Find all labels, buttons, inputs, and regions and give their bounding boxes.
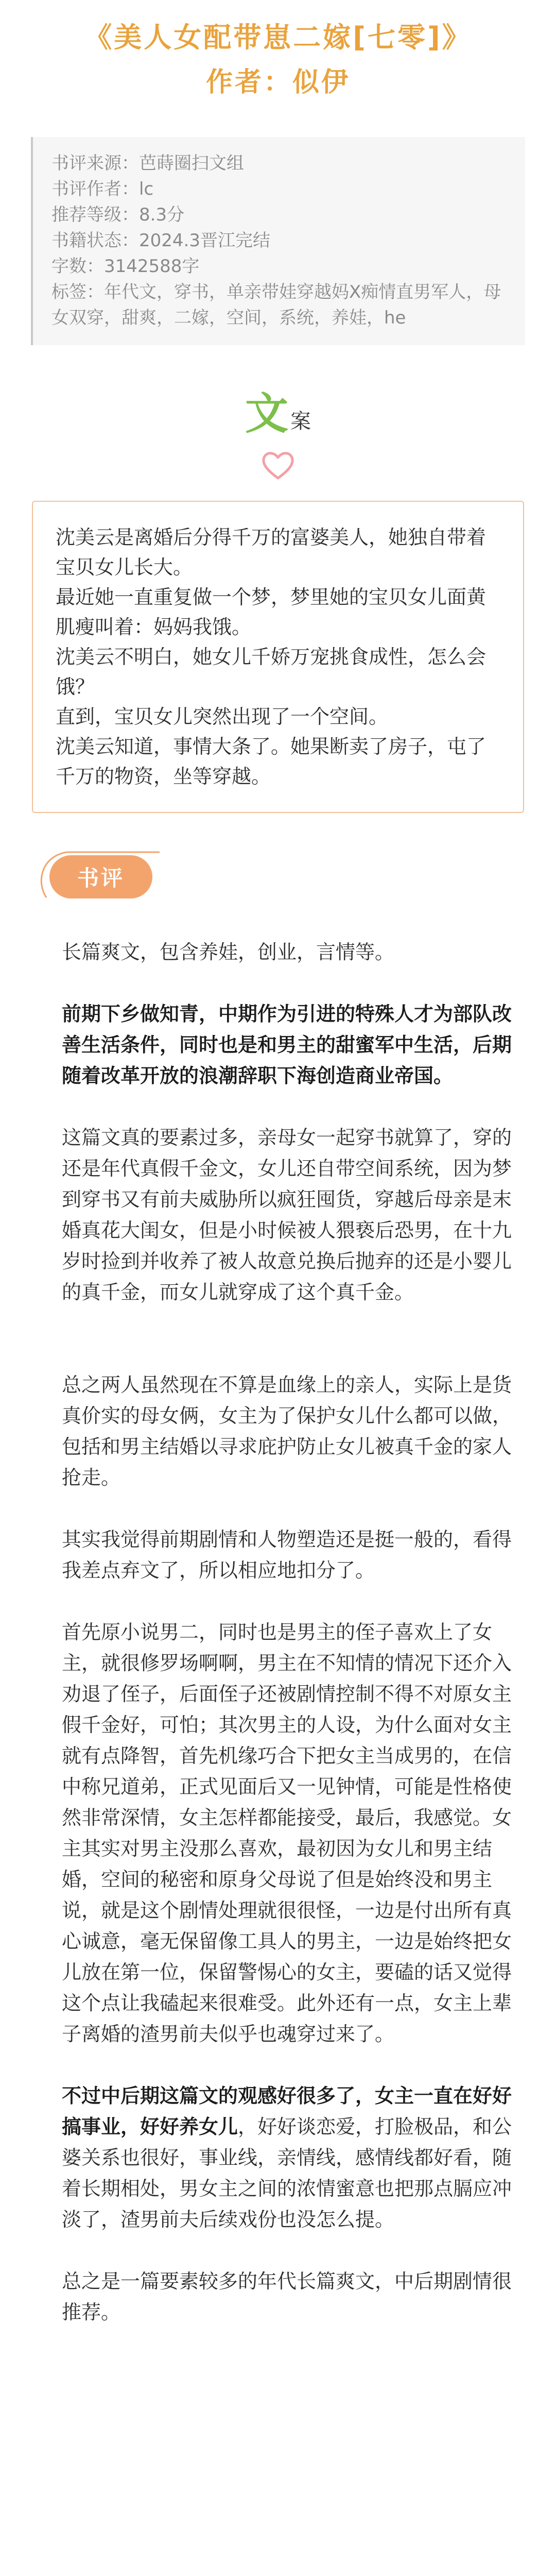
synopsis-paragraph: 沈美云不明白，她女儿千娇万宠挑食成性，怎么会饿？ bbox=[56, 646, 486, 698]
info-source: 书评来源：芭蒔圈扫文组 bbox=[51, 153, 244, 174]
an-char: 案 bbox=[290, 410, 311, 433]
review-bold-text: 前期下乡做知青，中期作为引进的特殊人才为部队改善生活条件，同时也是和男主的甜蜜军中生活，后期随着改革开放的浪潮辞职下海创造商业帝国。 bbox=[62, 1003, 512, 1087]
review-heading bbox=[31, 846, 556, 908]
synopsis-paragraph: 沈美云是离婚后分得千万的富婆美人，她独自带着宝贝女儿长大。 bbox=[56, 526, 486, 579]
synopsis-heading bbox=[0, 388, 556, 439]
title-block bbox=[0, 0, 556, 101]
review-paragraph: 总之两人虽然现在不算是血缘上的亲人，实际上是货真价实的母女俩，女主为了保护女儿什么都可以做，包括和男主结婚以寻求庇护防止女儿被真千金的家人抢走。 bbox=[62, 1374, 512, 1489]
review-plain-text: ，好好谈恋爱，打脸极品，和公婆关系也很好，事业线，亲情线，感情线都好看，随着长期相处，男女主之间的浓情蜜意也把那点膈应冲淡了，渣男前夫后续戏份也没怎么提。 bbox=[62, 2115, 512, 2231]
review-paragraph-bold bbox=[62, 998, 525, 1091]
info-reviewer: 书评作者：lc bbox=[51, 179, 154, 199]
review-paragraph-mixed bbox=[62, 2080, 525, 2235]
review-paragraph: 总之是一篇要素较多的年代长篇爽文，中后期剧情很推荐。 bbox=[62, 2270, 512, 2324]
review-paragraph: 这篇文真的要素过多，亲母女一起穿书就算了，穿的还是年代真假千金文，女儿还自带空间系统，因为梦到穿书又有前夫威胁所以疯狂囤货，穿越后母亲是末婚真花大闺女，但是小时候被人猥亵后恐男，在十九岁时捡到并收养了被人故意兑换后抛弃的还是小婴儿的真千金，而女儿就穿成了这个真千金。 bbox=[62, 1126, 512, 1303]
synopsis-box bbox=[32, 501, 524, 813]
synopsis-paragraph: 最近她一直重复做一个梦，梦里她的宝贝女儿面黄肌瘦叫着：妈妈我饿。 bbox=[56, 586, 486, 638]
info-word-count: 字数：3142588字 bbox=[51, 256, 200, 277]
heart-icon bbox=[260, 450, 296, 481]
review-tag: 书评 bbox=[49, 855, 152, 899]
synopsis-paragraph: 直到，宝贝女儿突然出现了一个空间。 bbox=[56, 705, 389, 728]
heart-divider bbox=[0, 450, 556, 483]
wen-char: 文 bbox=[245, 388, 288, 439]
review-paragraph: 长篇爽文，包含养娃，创业，言情等。 bbox=[62, 941, 395, 963]
review-paragraph: 首先原小说男二，同时也是男主的侄子喜欢上了女主，就很修罗场啊啊，男主在不知情的情况下还介入劝退了侄子，后面侄子还被剧情控制不得不对原女主假千金好，可怕；其次男主的人设，为什么面对女主就有点降智，首先机缘巧合下把女主当成男的，在信中称兄道弟，正式见面后又一见钟情，可能是性格使然非常深情，女主怎样都能接受，最后，我感觉。女主其实对男主没那么喜欢，最初因为女儿和男主结婚，空间的秘密和原身父母说了但是始终没和男主说，就是这个剧情处理就很很怪，一边是付出所有真心诚意，毫无保留像工具人的男主，一边是始终把女儿放在第一位，保留警惕心的女主，要磕的话又觉得这个点让我磕起来很难受。此外还有一点，女主上辈子离婚的渣男前夫似乎也魂穿过来了。 bbox=[62, 1621, 512, 2045]
info-rating: 推荐等级：8.3分 bbox=[51, 205, 185, 225]
book-info-box bbox=[31, 137, 525, 345]
review-body bbox=[62, 937, 525, 2328]
review-bold-text: 不过中后期这篇文的观感好很多了，女主一直在好好搞事业，好好养女儿 bbox=[62, 2084, 512, 2138]
book-title: 《美人女配带崽二嫁[七零]》 bbox=[84, 21, 472, 54]
review-paragraph: 其实我觉得前期剧情和人物塑造还是挺一般的，看得我差点弃文了，所以相应地扣分了。 bbox=[62, 1528, 512, 1582]
info-tags: 标签：年代文，穿书，单亲带娃穿越妈X痴情直男军人，母女双穿，甜爽，二嫁，空间，系统，养娃，he bbox=[51, 282, 501, 328]
info-status: 书籍状态：2024.3晋江完结 bbox=[51, 230, 270, 251]
author-line: 作者：似伊 bbox=[205, 67, 350, 98]
synopsis-paragraph: 沈美云知道，事情大条了。她果断卖了房子，屯了千万的物资，坐等穿越。 bbox=[56, 735, 486, 788]
